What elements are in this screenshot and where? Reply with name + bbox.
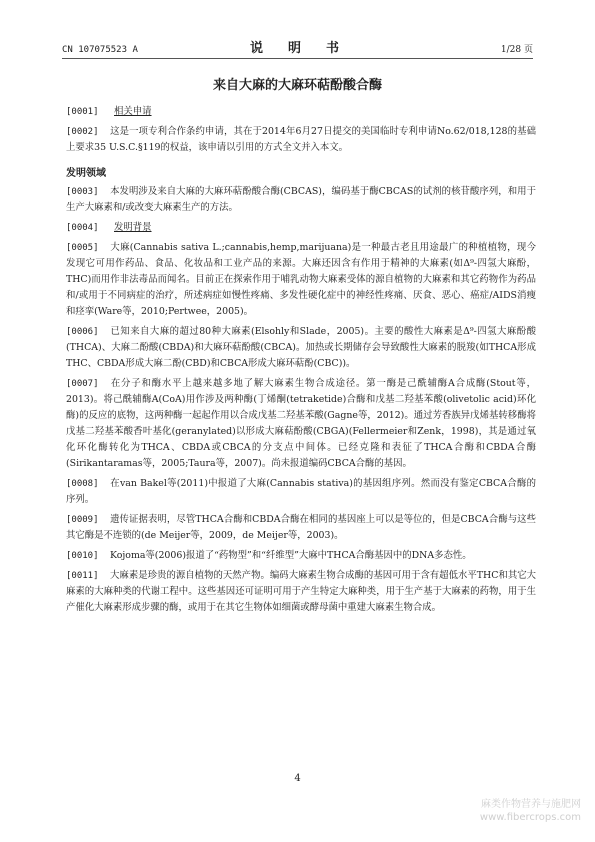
paragraph-0002 [66, 124, 536, 156]
paragraph-number: [0010] [66, 551, 99, 561]
paragraph-0008 [66, 476, 536, 508]
paragraph-number: [0011] [66, 571, 99, 581]
paragraph-0003 [66, 184, 536, 216]
paragraph-number: [0008] [66, 479, 99, 489]
paragraph-0011 [66, 568, 536, 616]
paragraph-text: Kojoma等(2006)报道了“药物型”和“纤维型”大麻中THCA合酶基因中的DNA多态性。 [110, 550, 472, 561]
watermark-site-name: 麻类作物营养与施肥网 [481, 799, 581, 810]
paragraph-number: [0004] [66, 223, 99, 233]
document-type: 说 明 书 [249, 41, 345, 56]
paragraph-number: [0002] [66, 127, 99, 137]
document-title: 来自大麻的大麻环萜酚酸合酶 [212, 78, 382, 93]
patent-number: CN 107075523 A [62, 45, 138, 55]
paragraph-number: [0003] [66, 187, 99, 197]
related-applications-heading: 相关申请 [114, 106, 152, 117]
paragraph-text: 大麻素是珍贵的源自植物的天然产物。编码大麻素生物合成酶的基因可用于含有超低水平THC和其它大麻素的大麻种类的代谢工程中。这些基因还可证明可用于产生特定大麻种类，用于生产基于大麻素的药物，用于生产催化大麻素形成步骤的酶，或用于在其它生物体如细菌或酵母菌中重建大麻素生物合成。 [66, 570, 536, 613]
paragraph-number: [0007] [66, 379, 99, 389]
paragraph-text: 在分子和酶水平上越来越多地了解大麻素生物合成途径。第一酶是己酰辅酶A合成酶(Stout等，2013)。将己酰辅酶A(CoA)用作涉及两种酶(丁烯酮(tetraketide)合酶和戊基二羟基苯酸(olivetolic acid)环化酶)的反应的底物，这两种酶一起起作用以合成戊基二羟基苯酸(Gagne等，2012)。通过芳香族异戊烯基转移酶将戊基二羟基苯酸香叶基化(geranylated)以形成大麻萜酚酸(CBGA)(Fellermeier和Zenk，1998)，其是通过氧化环化酶转化为THCA、CBDA或CBCA的分支点中间体。已经克隆和表征了THCA合酶和CBDA合酶(Sirikantaramas等，2005;Taura等，2007)。尚未报道编码CBCA合酶的基因。 [66, 378, 536, 469]
section-heading-field: 发明领域 [66, 168, 106, 179]
paragraph-0004 [66, 220, 536, 236]
paragraph-text: 本发明涉及来自大麻的大麻环萜酚酸合酶(CBCAS)，编码基于酶CBCAS的试剂的核苷酸序列，和用于生产大麻素和/或改变大麻素生产的方法。 [66, 186, 536, 213]
document-body [66, 104, 536, 620]
paragraph-0006 [66, 324, 536, 372]
background-heading: 发明背景 [114, 222, 152, 233]
paragraph-number: [0006] [66, 327, 99, 337]
paragraph-0009 [66, 512, 536, 544]
page-indicator: 1/28 页 [500, 45, 533, 55]
paragraph-text: 这是一项专利合作条约申请，其在于2014年6月27日提交的美国临时专利申请No.62/018,128的基础上要求35 U.S.C.§119的权益，该申请以引用的方式全文并入本文。 [66, 126, 536, 153]
paragraph-text: 已知来自大麻的超过80种大麻素(Elsohly和Slade，2005)。主要的酸性大麻素是Δ⁹-四氢大麻酚酸(THCA)、大麻二酚酸(CBDA)和大麻环萜酚酸(CBCA)。加热或长期储存会导致酸性大麻素的脱羧(如THCA形成THC、CBDA形成大麻二酚(CBD)和CBCA形成大麻环萜酚(CBC))。 [66, 326, 536, 369]
paragraph-number: [0001] [66, 107, 99, 117]
paragraph-0001 [66, 104, 536, 120]
paragraph-0010 [66, 548, 536, 564]
paragraph-0005 [66, 240, 536, 320]
paragraph-text: 在van Bakel等(2011)中报道了大麻(Cannabis stativa)的基因组序列。然而没有鉴定CBCA合酶的序列。 [66, 478, 536, 505]
paragraph-text: 遗传证据表明，尽管THCA合酶和CBDA合酶在相同的基因座上可以是等位的，但是CBCA合酶与这些其它酶是不连锁的(de Meijer等，2009，de Meijer等，2003)。 [66, 514, 536, 541]
paragraph-number: [0005] [66, 243, 99, 253]
paragraph-text: 大麻(Cannabis sativa L.;cannabis,hemp,marijuana)是一种最古老且用途最广的种植植物，现今发现它可用作药品、食品、化妆品和工业产品的来源。大麻还因含有作用于精神的大麻素(如Δ⁹-四氢大麻酚，THC)而用作非法毒品而闻名。目前正在探索作用于哺乳动物大麻素受体的源自植物的大麻素和其它药物作为药品和/或用于不同病症的治疗，所述病症如慢性疼痛、多发性硬化症中的神经性疼痛、厌食、恶心、癌症/AIDS消瘦和痉挛(Ware等，2010;Pertwee，2005)。 [66, 242, 536, 317]
page-number: 4 [294, 773, 301, 784]
site-watermark [480, 798, 581, 824]
paragraph-0007 [66, 376, 536, 472]
watermark-url: www.fibercrops.com [479, 812, 581, 823]
page-header [62, 36, 533, 59]
paragraph-number: [0009] [66, 515, 99, 525]
